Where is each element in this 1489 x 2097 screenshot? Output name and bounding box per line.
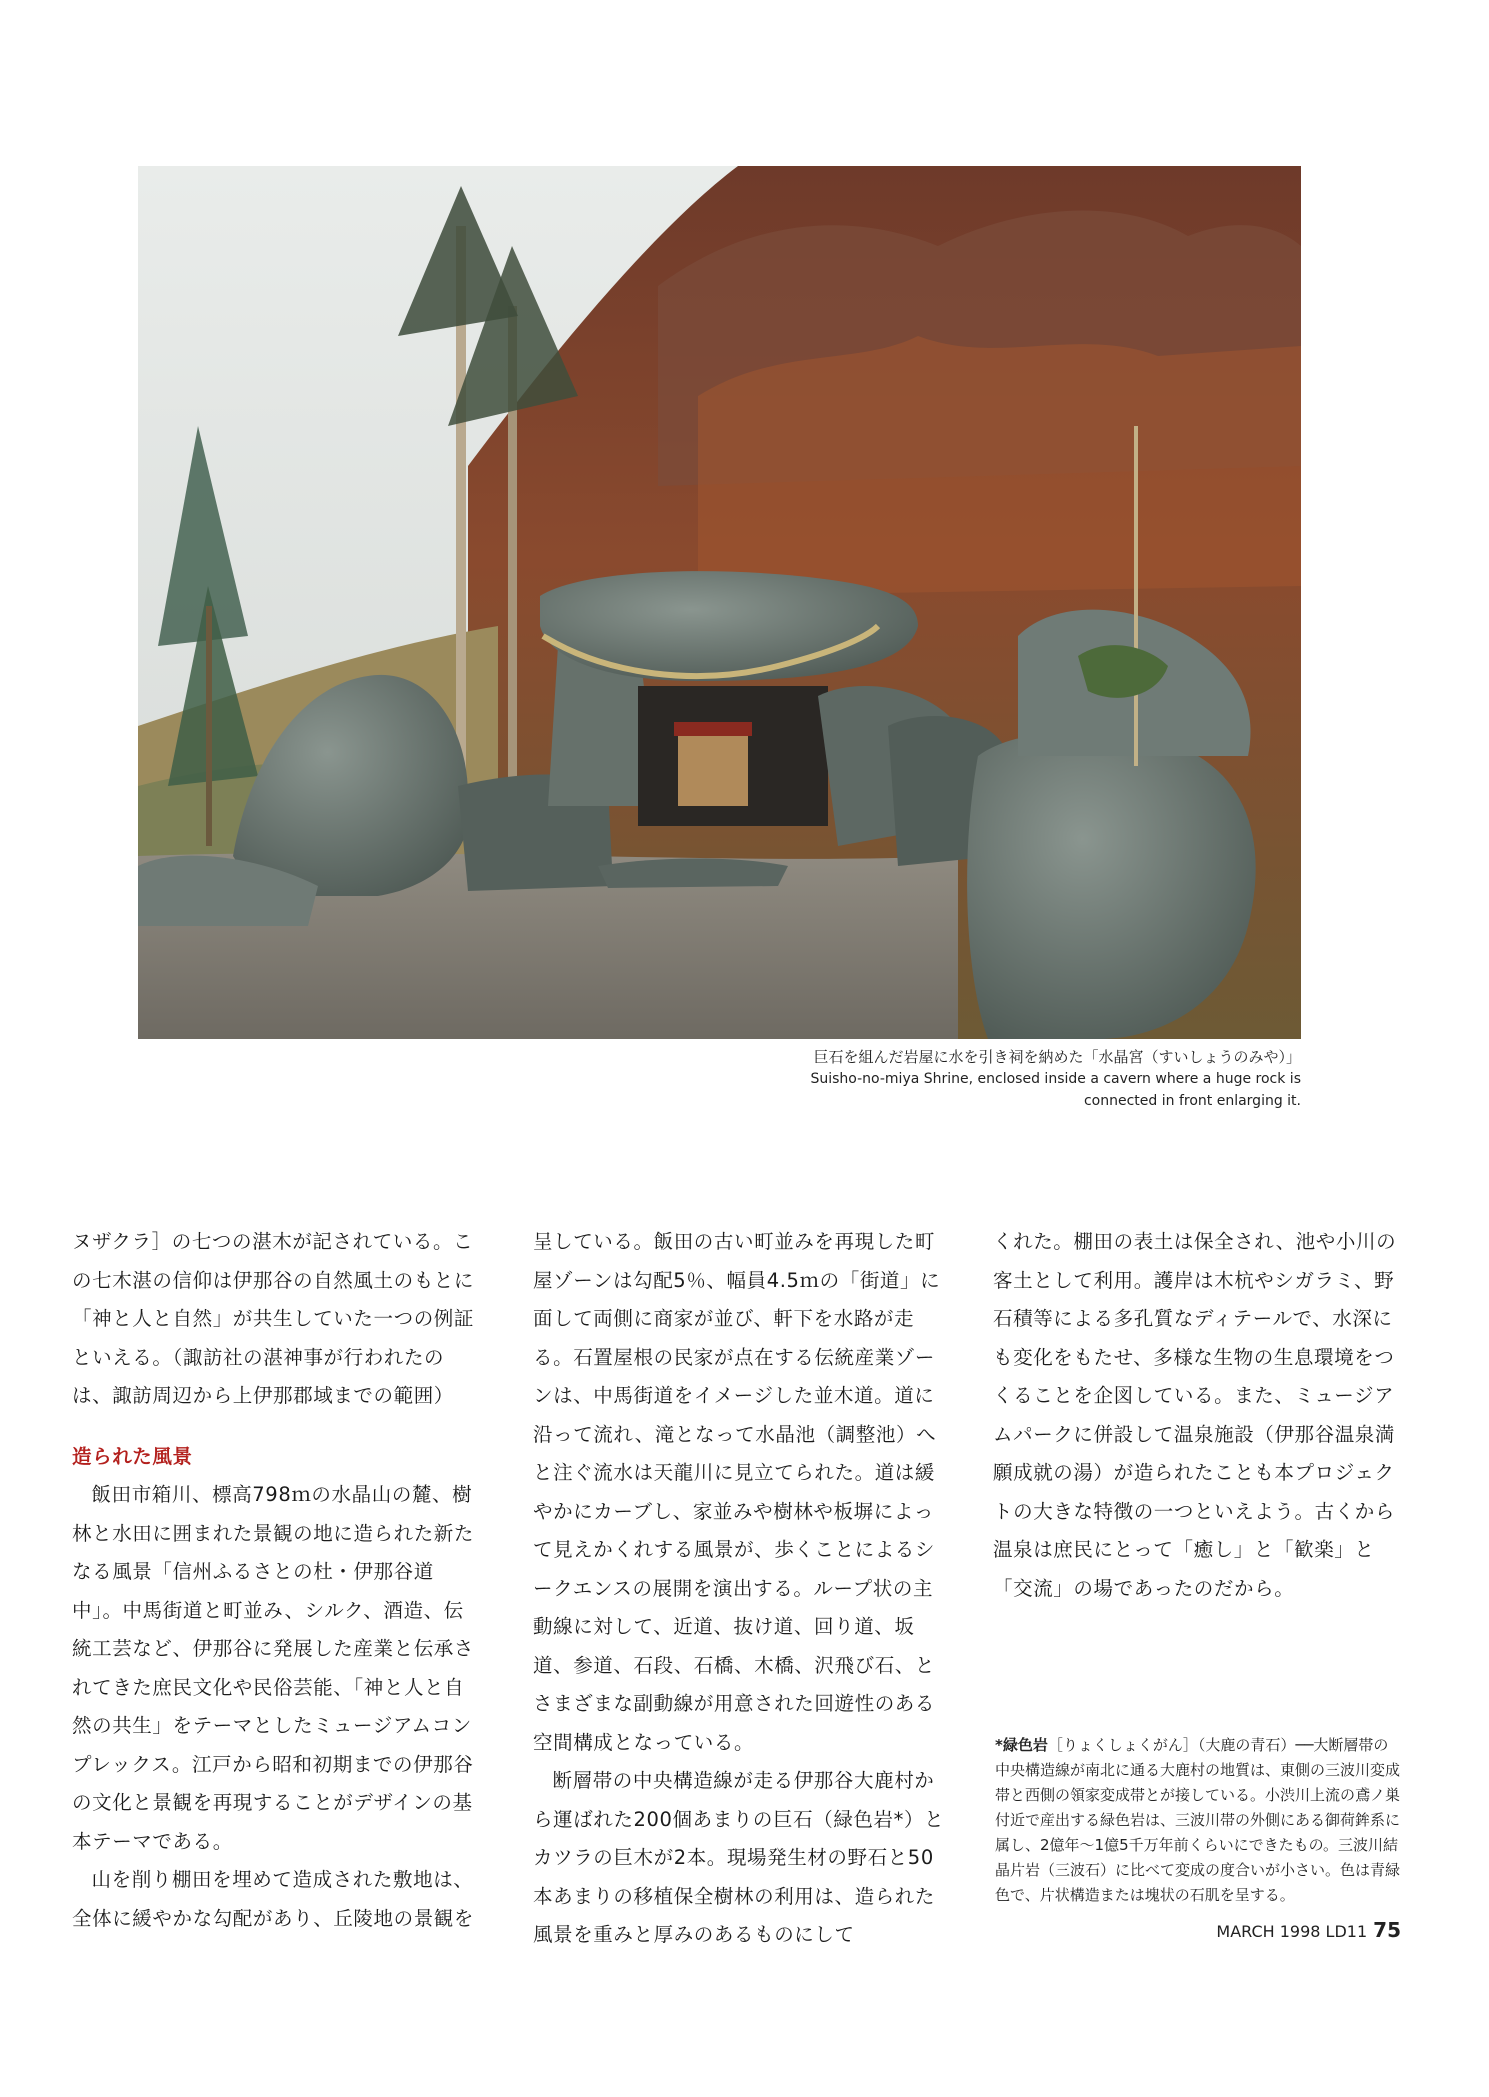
shrine-photo-illustration — [138, 166, 1301, 1039]
paragraph: 呈している。飯田の古い町並みを再現した町屋ゾーンは勾配5％、幅員4.5ｍの「街道」に面して両側に商家が並び、軒下を水路が走る。石置屋根の民家が点在する伝統産業ゾーンは、中馬街道をイメージした並木道。道に沿って流れ、滝となって水晶池（調整池）へと注ぐ流水は天龍川に見立てられた。道は緩やかにカーブし、家並みや樹林や板塀によって見えかくれする風景が、歩くことによるシークエンスの展開を演出する。ループ状の主動線に対して、近道、抜け道、回り道、坂道、参道、石段、石橋、木橋、沢飛び石、とさまざまな副動線が用意された回遊性のある空間構成となっている。 — [533, 1230, 941, 1754]
caption-english-line1: Suisho-no-miya Shrine, enclosed inside a cavern where a huge rock is — [810, 1071, 1301, 1087]
section-heading: 造られた風景 — [72, 1444, 193, 1468]
caption-english-line2: connected in front enlarging it. — [1083, 1093, 1301, 1109]
footnote — [995, 1733, 1403, 1908]
footnote-term: *緑色岩 — [995, 1736, 1048, 1754]
issue-label: MARCH 1998 LD11 — [1216, 1922, 1368, 1941]
page-number: 75 — [1373, 1918, 1401, 1942]
paragraph: 山を削り棚田を埋めて造成された敷地は、全体に緩やかな勾配があり、丘陵地の景観を — [72, 1868, 475, 1930]
paragraph: 飯田市箱川、標高798ｍの水晶山の麓、樹林と水田に囲まれた景観の地に造られた新たなる風景「信州ふるさとの杜・伊那谷道中」。中馬街道と町並み、シルク、酒造、伝統工芸など、伊那谷に発展した産業と伝承されてきた庶民文化や民俗芸能、「神と人と自然の共生」をテーマとしたミュージアムコンプレックス。江戸から昭和初期までの伊那谷の文化と景観を再現することがデザインの基本テーマである。 — [72, 1483, 475, 1853]
text-column-3 — [993, 1223, 1403, 1608]
page-footer — [1216, 1918, 1401, 1942]
paragraph: くれた。棚田の表土は保全され、池や小川の客土として利用。護岸は木杭やシガラミ、野石積等による多孔質なディテールで、水深にも変化をもたせ、多様な生物の生息環境をつくることを企図している。また、ミュージアムパークに併設して温泉施設（伊那谷温泉満願成就の湯）が造られたことも本プロジェクトの大きな特徴の一つといえよう。古くから温泉は庶民にとって「癒し」と「歓楽」と「交流」の場であったのだから。 — [993, 1230, 1397, 1600]
text-column-1 — [72, 1223, 482, 1938]
footnote-body: ［りょくしょくがん］（大鹿の青石）──大断層帯の中央構造線が南北に通る大鹿村の地質は、東側の三波川変成帯と西側の領家変成帯とが接している。小渋川上流の鳶ノ巣付近で産出する緑色岩は、三波川帯の外側にある御荷鉾系に属し、2億年〜1億5千万年前くらいにできたもの。三波川結晶片岩（三波石）に比べて変成の度合いが小さい。色は青緑色で、片状構造または塊状の石肌を呈する。 — [995, 1736, 1401, 1904]
paragraph: 断層帯の中央構造線が走る伊那谷大鹿村から運ばれた200個あまりの巨石（緑色岩*）とカツラの巨木が2本。現場発生材の野石と50本あまりの移植保全樹林の利用は、造られた風景を重みと厚みのあるものにして — [533, 1769, 945, 1946]
shrine-photo — [138, 166, 1301, 1039]
paragraph: ヌザクラ］の七つの湛木が記されている。この七木湛の信仰は伊那谷の自然風土のもとに「神と人と自然」が共生していた一つの例証といえる。（諏訪社の湛神事が行われたのは、諏訪周辺から上伊那郡域までの範囲） — [72, 1230, 475, 1407]
photo-caption — [701, 1046, 1301, 1112]
caption-japanese: 巨石を組んだ岩屋に水を引き祠を納めた「水晶宮（すいしょうのみや）」 — [813, 1048, 1301, 1066]
text-column-2 — [533, 1223, 951, 1955]
